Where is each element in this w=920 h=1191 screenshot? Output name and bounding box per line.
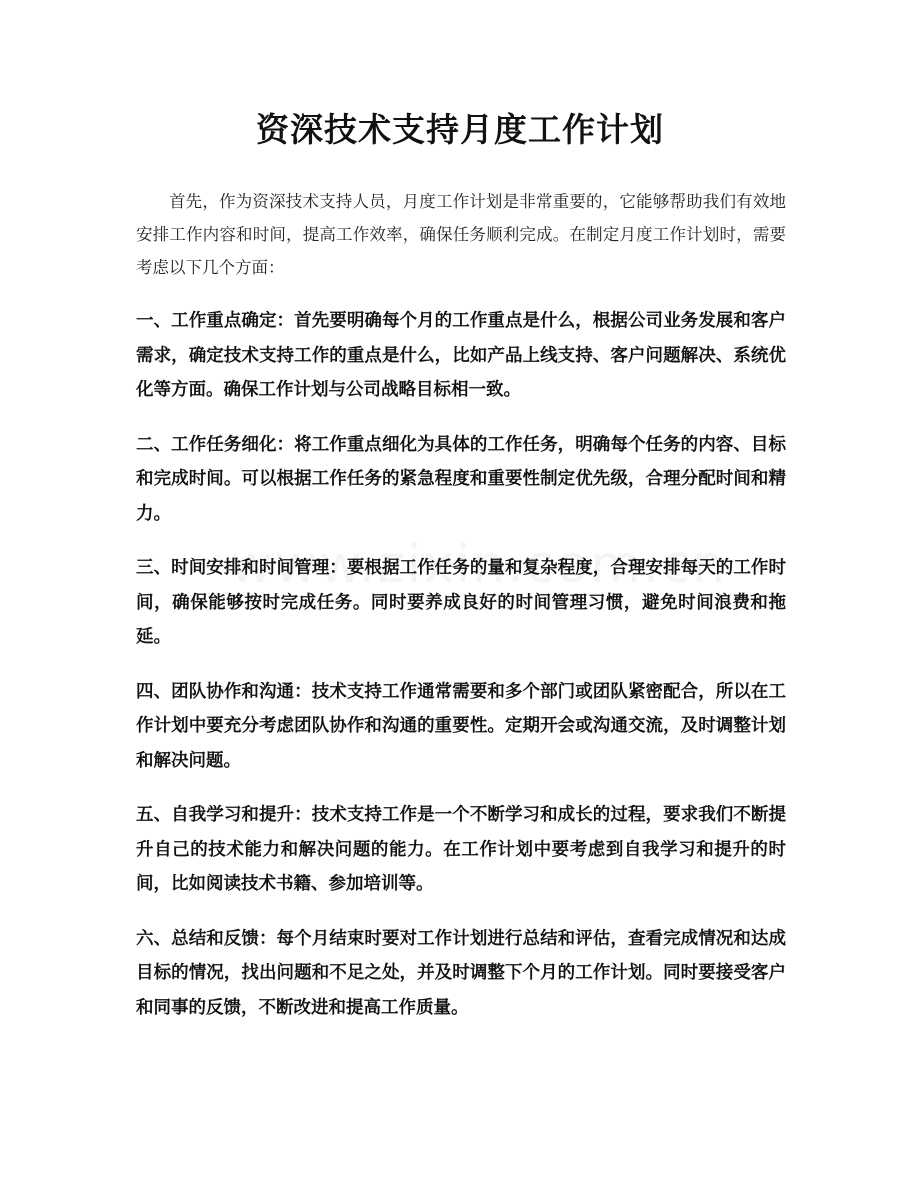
section-3-paragraph: 三、时间安排和时间管理：要根据工作任务的量和复杂程度，合理安排每天的工作时间，确保能够按时完成任务。同时要养成良好的时间管理习惯，避免时间浪费和拖延。 (136, 558, 786, 647)
document-title: 资深技术支持月度工作计划 (256, 110, 664, 149)
section-5-paragraph: 五、自我学习和提升：技术支持工作是一个不断学习和成长的过程，要求我们不断提升自己的技术能力和解决问题的能力。在工作计划中要考虑到自我学习和提升的时间，比如阅读技术书籍、参加培训等。 (136, 805, 786, 894)
intro-paragraph: 首先，作为资深技术支持人员，月度工作计划是非常重要的，它能够帮助我们有效地安排工作内容和时间，提高工作效率，确保任务顺利完成。在制定月度工作计划时，需要考虑以下几个方面： (136, 192, 786, 277)
document-body (136, 185, 786, 1045)
section-6-paragraph: 六、总结和反馈：每个月结束时要对工作计划进行总结和评估，查看完成情况和达成目标的情况，找出问题和不足之处，并及时调整下个月的工作计划。同时要接受客户和同事的反馈，不断改进和提高工作质量。 (136, 928, 786, 1018)
section-4-paragraph: 四、团队协作和沟通：技术支持工作通常需要和多个部门或团队紧密配合，所以在工作计划中要充分考虑团队协作和沟通的重要性。定期开会或沟通交流，及时调整计划和解决问题。 (136, 681, 786, 771)
section-2-paragraph: 二、工作任务细化：将工作重点细化为具体的工作任务，明确每个任务的内容、目标和完成时间。可以根据工作任务的紧急程度和重要性制定优先级，合理分配时间和精力。 (136, 434, 786, 524)
section-1-paragraph: 一、工作重点确定：首先要明确每个月的工作重点是什么，根据公司业务发展和客户需求，确定技术支持工作的重点是什么，比如产品上线支持、客户问题解决、系统优化等方面。确保工作计划与公司战略目标相一致。 (136, 311, 786, 400)
